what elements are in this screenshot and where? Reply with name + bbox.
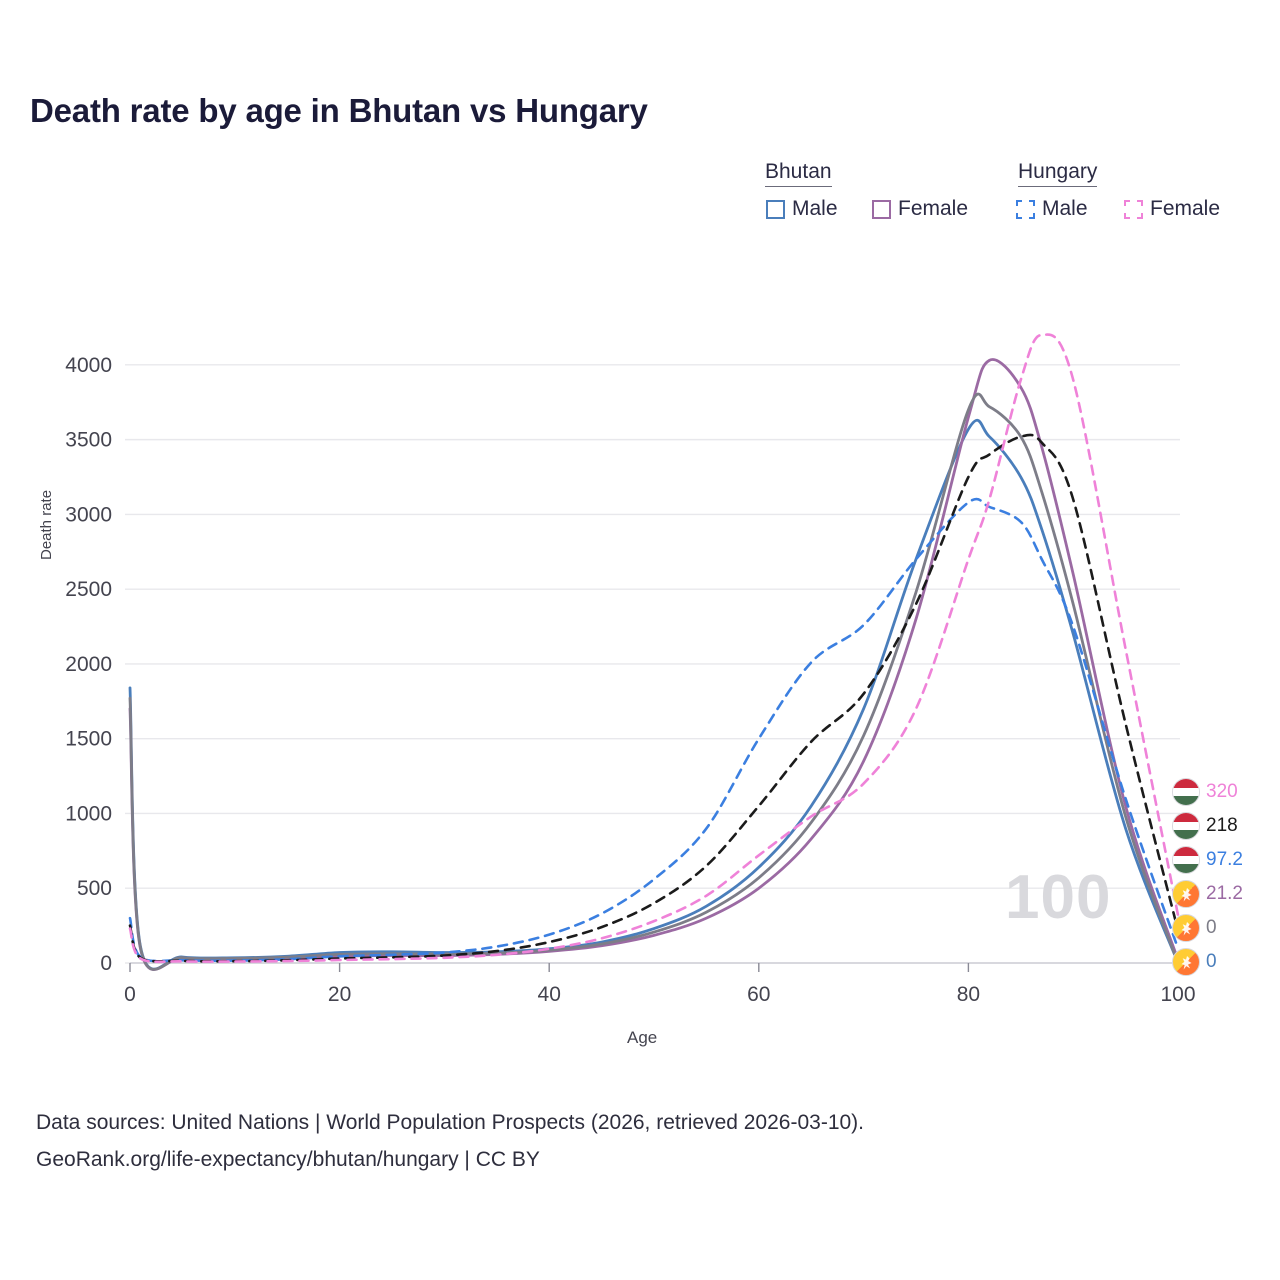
end-value: 0 (1206, 917, 1217, 938)
y-axis-label: Death rate (38, 489, 55, 560)
square-outline-dashed-icon (1016, 200, 1035, 219)
chart-canvas (0, 280, 1280, 1070)
y-tick-label: 2000 (65, 652, 112, 676)
end-value: 0 (1206, 951, 1217, 972)
y-tick-label: 3500 (65, 428, 112, 452)
end-label-row (1172, 809, 1280, 843)
legend-item-hungary-male[interactable] (1016, 197, 1088, 221)
end-value: 218 (1206, 815, 1238, 836)
legend-item-hungary-female[interactable] (1124, 197, 1220, 221)
bhutan-flag-icon (1172, 880, 1200, 908)
y-tick-label: 1500 (65, 727, 112, 751)
x-tick-label: 0 (124, 983, 136, 1006)
y-tick-label: 1000 (65, 802, 112, 826)
square-outline-dashed-icon (1124, 200, 1143, 219)
chart-legend (760, 160, 1260, 250)
attribution-line: GeoRank.org/life-expectancy/bhutan/hungary | CC BY (36, 1147, 540, 1171)
square-outline-icon (872, 200, 891, 219)
legend-item-bhutan-male[interactable] (766, 197, 838, 221)
watermark: 100 (1005, 863, 1112, 932)
y-tick-label: 500 (76, 877, 112, 901)
end-label-row (1172, 945, 1280, 979)
end-value: 21.2 (1206, 883, 1243, 904)
legend-label: Male (792, 197, 838, 220)
y-tick-label: 0 (100, 952, 112, 975)
page-title: Death rate by age in Bhutan vs Hungary (30, 92, 648, 129)
hungary-flag-icon (1172, 778, 1200, 806)
x-tick-label: 80 (956, 983, 981, 1006)
series-end-labels (1172, 775, 1280, 979)
legend-label: Female (898, 197, 969, 220)
bhutan-flag-icon (1172, 948, 1200, 976)
bhutan-flag-icon (1172, 914, 1200, 942)
end-label-row (1172, 775, 1280, 809)
x-tick-label: 20 (327, 983, 352, 1006)
y-tick-label: 3000 (65, 503, 112, 527)
data-sources-line: Data sources: United Nations | World Population Prospects (2026, retrieved 2026-03-10). (36, 1111, 865, 1134)
x-tick-label: 40 (537, 983, 561, 1006)
x-axis-label: Age (627, 1028, 658, 1047)
end-label-row (1172, 877, 1280, 911)
end-label-row (1172, 911, 1280, 945)
legend-group-bhutan: Bhutan (765, 160, 832, 187)
end-value: 320 (1206, 781, 1238, 802)
legend-item-bhutan-female[interactable] (872, 197, 968, 221)
x-tick-label: 60 (747, 983, 771, 1006)
end-label-row (1172, 843, 1280, 877)
legend-label: Male (1042, 197, 1088, 220)
x-tick-label: 100 (1160, 983, 1196, 1006)
end-value: 97.2 (1206, 849, 1243, 870)
footer (36, 1105, 864, 1179)
square-outline-icon (766, 200, 785, 219)
hungary-flag-icon (1172, 846, 1200, 874)
legend-group-hungary: Hungary (1018, 160, 1097, 187)
y-tick-label: 2500 (65, 578, 112, 602)
y-tick-label: 4000 (65, 353, 112, 377)
hungary-flag-icon (1172, 812, 1200, 840)
legend-label: Female (1150, 197, 1221, 220)
